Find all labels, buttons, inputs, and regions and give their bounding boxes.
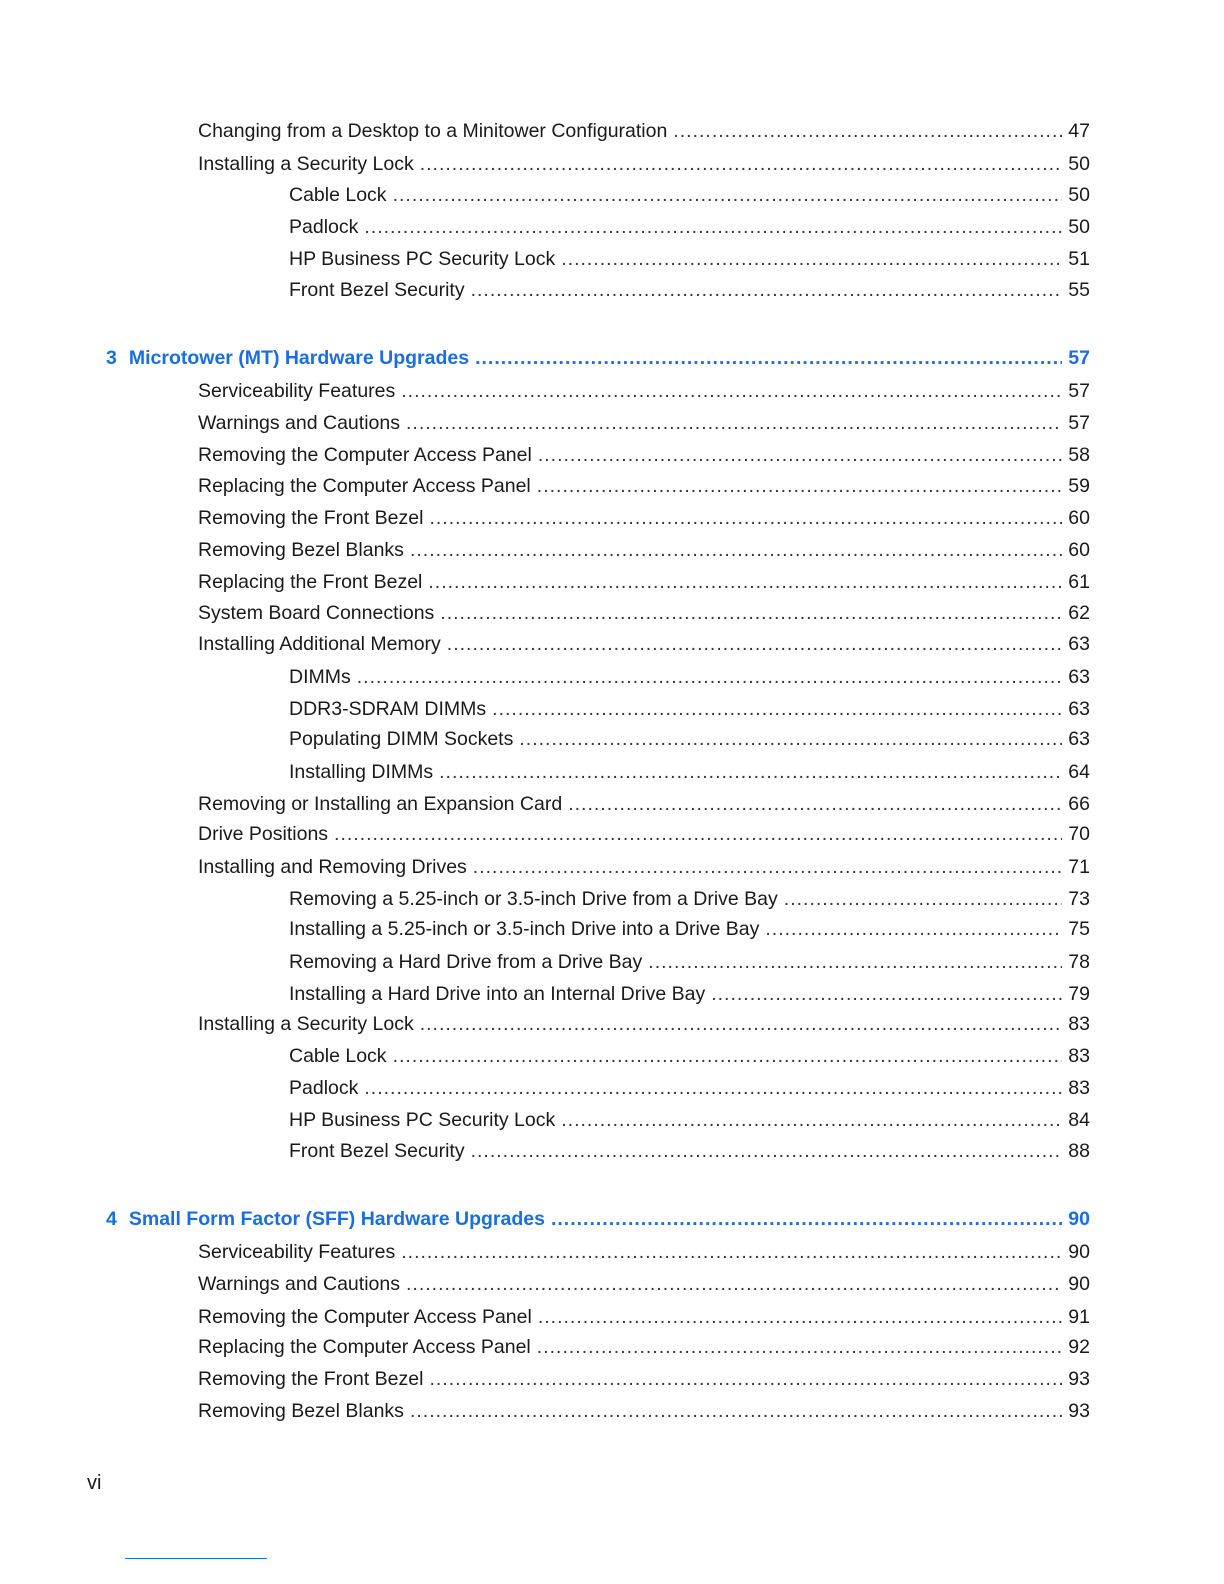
toc-entry-page: 90: [1068, 1273, 1090, 1295]
toc-entry-page: 75: [1068, 918, 1090, 940]
toc-entry-label: Installing a Hard Drive into an Internal Drive Bay: [289, 983, 706, 1005]
toc-entry-page: 66: [1068, 793, 1090, 815]
toc-entry-page: 59: [1068, 475, 1090, 497]
toc-subentry[interactable]: [289, 247, 1090, 271]
toc-entry-label: Installing Additional Memory: [198, 633, 441, 655]
chapter-title: Microtower (MT) Hardware Upgrades: [128, 347, 470, 369]
toc-entry-page: 63: [1068, 633, 1090, 655]
toc-chapter-label: [106, 346, 469, 370]
toc-entry-page: 58: [1068, 444, 1090, 466]
toc-entry-page: 60: [1068, 539, 1090, 561]
toc-entry[interactable]: [198, 570, 1090, 594]
chapter-title: Small Form Factor (SFF) Hardware Upgrades: [128, 1208, 545, 1230]
dot-leader: [519, 727, 1062, 751]
toc-entry-page: 71: [1068, 856, 1090, 878]
dot-leader: [551, 1207, 1062, 1231]
dot-leader: [420, 1012, 1063, 1036]
toc-entry-page: 63: [1068, 666, 1090, 688]
toc-entry-page: 64: [1068, 761, 1090, 783]
toc-subentry[interactable]: [289, 1076, 1090, 1100]
toc-entry[interactable]: [198, 1335, 1090, 1359]
dot-leader: [406, 1272, 1062, 1296]
toc-entry-page: 88: [1068, 1140, 1090, 1162]
toc-entry-page: 92: [1068, 1336, 1090, 1358]
page-number: vi: [87, 1472, 102, 1494]
dot-leader: [561, 247, 1062, 271]
toc-entry[interactable]: [198, 822, 1090, 846]
toc-entry[interactable]: [198, 1399, 1090, 1423]
toc-entry-page: 55: [1068, 279, 1090, 301]
dot-leader: [440, 601, 1062, 625]
toc-entry-page: 50: [1068, 216, 1090, 238]
dot-leader: [447, 632, 1063, 656]
toc-entry-page: 83: [1068, 1045, 1090, 1067]
toc-subentry[interactable]: [289, 727, 1090, 751]
toc-entry-label: Removing a Hard Drive from a Drive Bay: [289, 951, 643, 973]
dot-leader: [475, 346, 1062, 370]
dot-leader: [765, 917, 1062, 941]
toc-subentry[interactable]: [289, 917, 1090, 941]
toc-entry[interactable]: [198, 855, 1090, 879]
toc-entry-label: Removing the Front Bezel: [198, 507, 424, 529]
toc-entry-label: Removing or Installing an Expansion Card: [198, 793, 563, 815]
toc-entry-page: 63: [1068, 728, 1090, 750]
dot-leader: [471, 278, 1063, 302]
dot-leader: [537, 1335, 1063, 1359]
dot-leader: [429, 506, 1062, 530]
dot-leader: [364, 1076, 1062, 1100]
dot-leader: [410, 538, 1062, 562]
dot-leader: [568, 792, 1062, 816]
toc-subentry[interactable]: [289, 760, 1090, 784]
toc-subentry[interactable]: [289, 887, 1090, 911]
toc-entry-label: Replacing the Computer Access Panel: [198, 475, 531, 497]
toc-entry-label: Replacing the Computer Access Panel: [198, 1336, 531, 1358]
toc-entry-label: Installing a 5.25-inch or 3.5-inch Drive into a Drive Bay: [289, 918, 760, 940]
toc-entry-page: 63: [1068, 698, 1090, 720]
toc-entry-page: 83: [1068, 1077, 1090, 1099]
toc-entry-page: 61: [1068, 571, 1090, 593]
dot-leader: [439, 760, 1062, 784]
dot-leader: [393, 183, 1063, 207]
toc-subentry[interactable]: [289, 1108, 1090, 1132]
toc-entry[interactable]: [198, 1240, 1090, 1264]
toc-entry-label: Installing and Removing Drives: [198, 856, 467, 878]
toc-subentry[interactable]: [289, 278, 1090, 302]
toc-entry[interactable]: [198, 152, 1090, 176]
dot-leader: [393, 1044, 1063, 1068]
toc-entry-label: Changing from a Desktop to a Minitower Configuration: [198, 120, 668, 142]
toc-entry-label: Warnings and Cautions: [198, 1273, 400, 1295]
toc-entry[interactable]: [198, 1367, 1090, 1391]
dot-leader: [429, 1367, 1062, 1391]
dot-leader: [471, 1139, 1063, 1163]
dot-leader: [648, 950, 1062, 974]
toc-entry[interactable]: [198, 411, 1090, 435]
dot-leader: [711, 982, 1062, 1006]
toc-entry-label: Front Bezel Security: [289, 279, 465, 301]
toc-entry-page: 73: [1068, 888, 1090, 910]
toc-entry-page: 90: [1068, 1208, 1090, 1230]
toc-entry-label: Removing Bezel Blanks: [198, 1400, 404, 1422]
toc-entry-page: 57: [1068, 380, 1090, 402]
dot-leader: [364, 215, 1062, 239]
toc-entry-page: 91: [1068, 1306, 1090, 1328]
dot-leader: [428, 570, 1062, 594]
dot-leader: [401, 379, 1062, 403]
toc-entry-label: Serviceability Features: [198, 1241, 396, 1263]
toc-subentry[interactable]: [289, 982, 1090, 1006]
dot-leader: [357, 665, 1063, 689]
toc-entry[interactable]: [198, 792, 1090, 816]
toc-entry-page: 50: [1068, 153, 1090, 175]
toc-entry[interactable]: [198, 119, 1090, 143]
toc-entry-label: Installing DIMMs: [289, 761, 434, 783]
dot-leader: [334, 822, 1062, 846]
toc-entry[interactable]: [198, 632, 1090, 656]
dot-leader: [473, 855, 1063, 879]
toc-entry-label: Padlock: [289, 216, 359, 238]
toc-entry-label: Front Bezel Security: [289, 1140, 465, 1162]
dot-leader: [406, 411, 1062, 435]
toc-entry-label: Removing the Front Bezel: [198, 1368, 424, 1390]
toc-entry-label: DIMMs: [289, 666, 351, 688]
toc-entry-label: Drive Positions: [198, 823, 329, 845]
toc-entry-label: System Board Connections: [198, 602, 435, 624]
toc-entry-label: Padlock: [289, 1077, 359, 1099]
toc-subentry[interactable]: [289, 697, 1090, 721]
toc-entry-page: 84: [1068, 1109, 1090, 1131]
toc-entry-label: HP Business PC Security Lock: [289, 248, 556, 270]
toc-entry-label: Removing the Computer Access Panel: [198, 444, 532, 466]
toc-entry-label: Removing a 5.25-inch or 3.5-inch Drive from a Drive Bay: [289, 888, 778, 910]
toc-entry-label: Removing the Computer Access Panel: [198, 1306, 532, 1328]
toc-subentry[interactable]: [289, 183, 1090, 207]
toc-entry[interactable]: [198, 443, 1090, 467]
toc-entry-page: 57: [1068, 347, 1090, 369]
toc-subentry[interactable]: [289, 950, 1090, 974]
toc-entry-page: 70: [1068, 823, 1090, 845]
toc-entry-page: 83: [1068, 1013, 1090, 1035]
dot-leader: [673, 119, 1062, 143]
toc-entry[interactable]: [198, 1012, 1090, 1036]
dot-leader: [537, 474, 1063, 498]
toc-chapter-4[interactable]: [106, 1207, 1090, 1231]
toc-entry-label: Serviceability Features: [198, 380, 396, 402]
toc-entry-page: 62: [1068, 602, 1090, 624]
toc-entry-label: Populating DIMM Sockets: [289, 728, 514, 750]
toc-entry-label: Cable Lock: [289, 184, 387, 206]
toc-subentry[interactable]: [289, 1139, 1090, 1163]
dot-leader: [784, 887, 1063, 911]
toc-entry-label: Cable Lock: [289, 1045, 387, 1067]
dot-leader: [420, 152, 1063, 176]
toc-entry-label: DDR3-SDRAM DIMMs: [289, 698, 487, 720]
toc-entry[interactable]: [198, 1272, 1090, 1296]
toc-entry-label: Warnings and Cautions: [198, 412, 400, 434]
toc-subentry[interactable]: [289, 665, 1090, 689]
chapter-number: 4: [106, 1208, 117, 1230]
toc-entry-page: 93: [1068, 1400, 1090, 1422]
toc-chapter-3[interactable]: [106, 346, 1090, 370]
toc-entry-page: 60: [1068, 507, 1090, 529]
dot-leader: [401, 1240, 1062, 1264]
dot-leader: [561, 1108, 1062, 1132]
toc-entry-page: 51: [1068, 248, 1090, 270]
chapter-number: 3: [106, 347, 117, 369]
toc-entry-page: 78: [1068, 951, 1090, 973]
dot-leader: [492, 697, 1062, 721]
toc-entry[interactable]: [198, 506, 1090, 530]
dot-leader: [410, 1399, 1062, 1423]
toc-entry-label: Removing Bezel Blanks: [198, 539, 404, 561]
toc-entry-page: 47: [1068, 120, 1090, 142]
toc-entry[interactable]: [198, 538, 1090, 562]
toc-entry-label: HP Business PC Security Lock: [289, 1109, 556, 1131]
toc-chapter-label: [106, 1207, 545, 1231]
dot-leader: [538, 1305, 1062, 1329]
toc-subentry[interactable]: [289, 1044, 1090, 1068]
toc-entry-page: 90: [1068, 1241, 1090, 1263]
toc-entry-page: 57: [1068, 412, 1090, 434]
toc-entry-page: 79: [1068, 983, 1090, 1005]
toc-entry[interactable]: [198, 474, 1090, 498]
toc-entry-label: Installing a Security Lock: [198, 1013, 414, 1035]
toc-entry-label: Installing a Security Lock: [198, 153, 414, 175]
toc-entry[interactable]: [198, 1305, 1090, 1329]
toc-entry-label: Replacing the Front Bezel: [198, 571, 423, 593]
footnote-rule: [125, 1558, 267, 1559]
toc-subentry[interactable]: [289, 215, 1090, 239]
toc-entry-page: 93: [1068, 1368, 1090, 1390]
dot-leader: [538, 443, 1062, 467]
toc-entry[interactable]: [198, 601, 1090, 625]
toc-entry-page: 50: [1068, 184, 1090, 206]
toc-entry[interactable]: [198, 379, 1090, 403]
